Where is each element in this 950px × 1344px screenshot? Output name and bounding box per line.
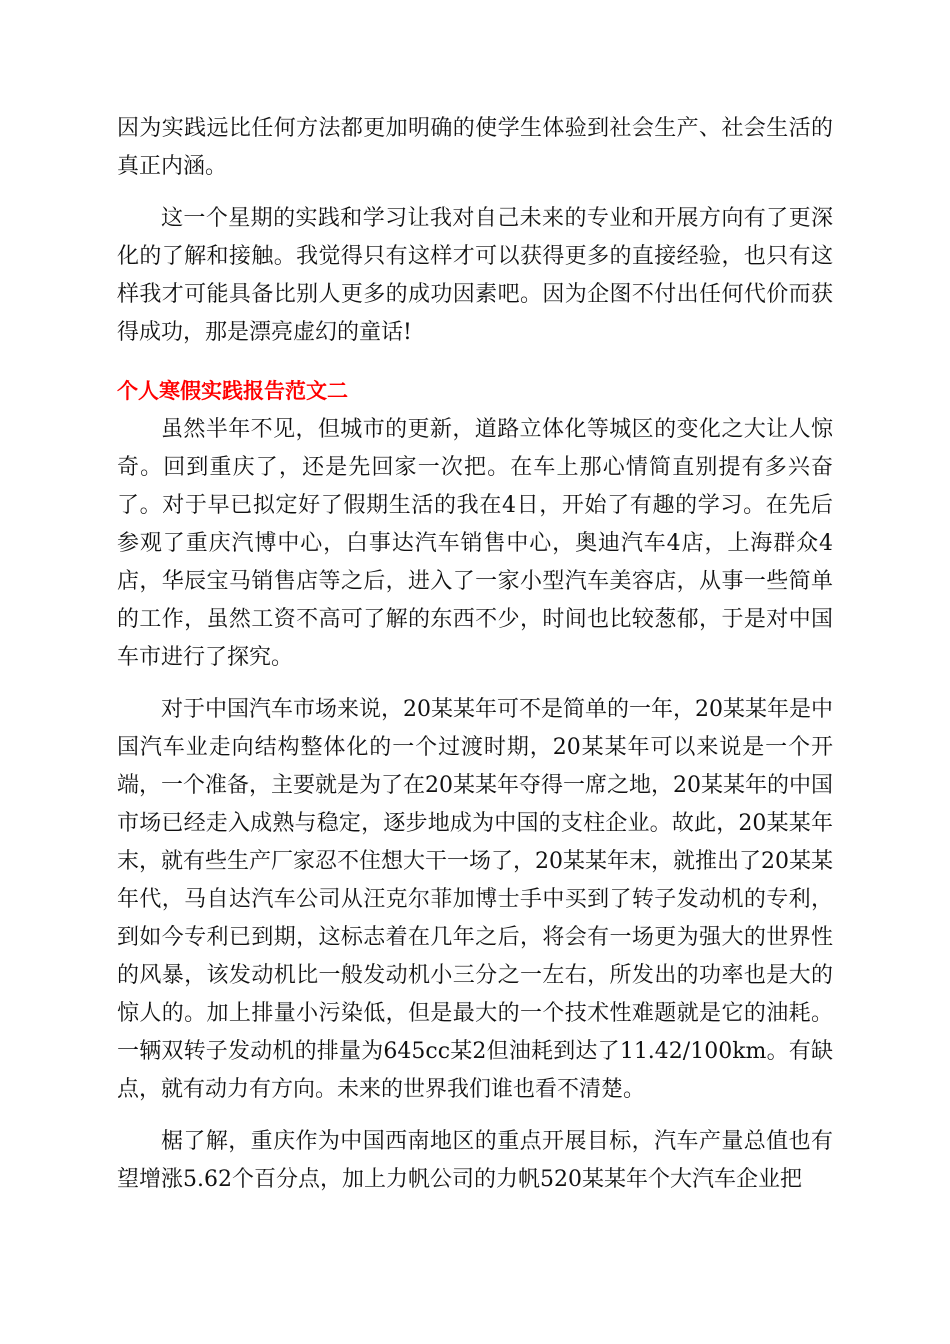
section-heading: 个人寒假实践报告范文二 bbox=[117, 379, 348, 403]
paragraph-continuation: 因为实践远比任何方法都更加明确的使学生体验到社会生产、社会生活的真正内涵。 bbox=[117, 116, 833, 179]
document-body bbox=[117, 110, 833, 1199]
paragraph-chongqing-output: 椐了解，重庆作为中国西南地区的重点开展目标，汽车产量总值也有望增涨5.62个百分点，加上力帆公司的力帆520某某年个大汽车企业把 bbox=[117, 1129, 833, 1192]
paragraph-auto-market: 对于中国汽车市场来说，20某某年可不是简单的一年，20某某年是中国汽车业走向结构整体化的一个过渡时期，20某某年可以来说是一个开端，一个准备，主要就是为了在20某某年夺得一席之地，20某某年的中国市场已经走入成熟与稳定，逐步地成为中国的支柱企业。故此，20某某年末，就有些生产厂家忍不住想大干一场了，20某某年末，就推出了20某某年代，马自达汽车公司从汪克尔菲加博士手中买到了转子发动机的专利，到如今专利已到期，这标志着在几年之后，将会有一场更为强大的世界性的风暴，该发动机比一般发动机小三分之一左右，所发出的功率也是大的惊人的。加上排量小污染低，但是最大的一个技术性难题就是它的油耗。一辆双转子发动机的排量为645cc某2但油耗到达了11.42/100km。有缺点，就有动力有方向。未来的世界我们谁也看不清楚。 bbox=[117, 697, 833, 1102]
paragraph-practice-summary: 这一个星期的实践和学习让我对自己未来的专业和开展方向有了更深化的了解和接触。我觉得只有这样才可以获得更多的直接经验，也只有这样我才可能具备比别人更多的成功因素吧。因为企图不付出任何代价而获得成功，那是漂亮虚幻的童话! bbox=[117, 206, 833, 345]
paragraph-return-chongqing: 虽然半年不见，但城市的更新，道路立体化等城区的变化之大让人惊奇。回到重庆了，还是先回家一次把。在车上那心情简直别提有多兴奋了。对于早已拟定好了假期生活的我在4日，开始了有趣的学习。在先后参观了重庆汽博中心，白事达汽车销售中心，奥迪汽车4店，上海群众4店，华辰宝马销售店等之后，进入了一家小型汽车美容店，从事一些简单的工作，虽然工资不高可了解的东西不少，时间也比较葱郁，于是对中国车市进行了探究。 bbox=[117, 417, 833, 670]
